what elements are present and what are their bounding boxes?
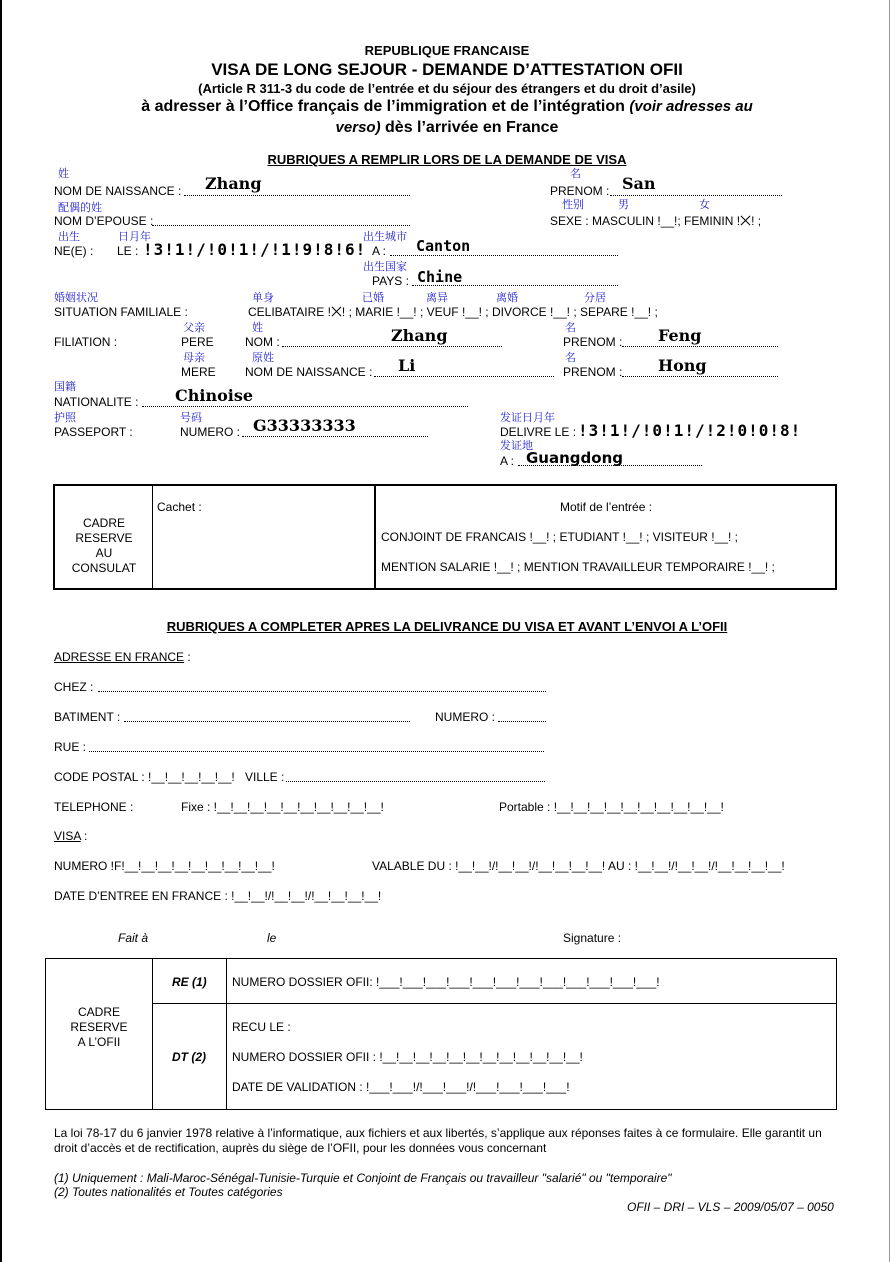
- birth-city-line[interactable]: [390, 255, 618, 256]
- zh-label: 母亲: [183, 351, 205, 364]
- ville-line[interactable]: [286, 781, 545, 782]
- visa-validity-field[interactable]: VALABLE DU : !__!__!/!__!__!/!__!__!__!__! AU : !__!__!/!__!__!/!__!__!__!__!: [372, 859, 785, 873]
- situation-other-options[interactable]: ; MARIE !__! ; VEUF !__! ; DIVORCE !__! ; SEPARE !__! ;: [348, 305, 658, 319]
- header-title: VISA DE LONG SEJOUR - DEMANDE D’ATTESTATION OFII: [211, 60, 683, 79]
- nationalite-line[interactable]: [142, 406, 468, 407]
- header-address-line: [2, 99, 890, 115]
- visa-title: VISA: [54, 829, 81, 843]
- consulat-label: [55, 516, 153, 576]
- passeport-number-value[interactable]: G33333333: [253, 416, 356, 435]
- consulat-label-line: CADRE: [82, 516, 125, 530]
- rue-line[interactable]: [89, 751, 544, 752]
- consulat-label-line: AU: [95, 546, 113, 560]
- ville-label: VILLE :: [245, 770, 285, 784]
- zh-label: 国籍: [54, 380, 76, 393]
- nom-naissance-label: NOM DE NAISSANCE :: [54, 184, 182, 198]
- masculin-checkbox[interactable]: !__!: [657, 214, 678, 228]
- birth-date-value[interactable]: !3!1!/!0!1!/!1!9!8!6!: [143, 240, 367, 259]
- pere-prenom-line[interactable]: [622, 346, 778, 347]
- header-address-text: à adresser à l’Office français de l’immigration et de l’intégration: [141, 98, 630, 115]
- passeport-numero-line[interactable]: [242, 436, 428, 437]
- motif-label: Motif de l’entrée :: [560, 500, 653, 514]
- zh-label: 出生: [58, 230, 80, 243]
- delivre-label: DELIVRE LE :: [500, 425, 577, 439]
- telephone-fixe-field[interactable]: Fixe : !__!__!__!__!__!__!__!__!__!__!: [181, 800, 384, 814]
- zh-label: 出生城市: [363, 230, 407, 243]
- mere-prenom-line[interactable]: [622, 376, 778, 377]
- filiation-label: FILIATION :: [54, 335, 118, 349]
- adresse-label: [54, 651, 191, 663]
- sexe-row: SEXE : MASCULIN !__!; FEMININ ! ! ;: [550, 214, 762, 228]
- zh-label: 出生国家: [363, 260, 407, 273]
- ne-label: NE(E) :: [54, 244, 94, 258]
- zh-label: 发证地: [500, 439, 533, 452]
- prenom-line[interactable]: [610, 195, 782, 196]
- zh-label: 号码: [180, 411, 202, 424]
- zh-label: 单身: [252, 291, 274, 304]
- visa-label: [54, 830, 87, 842]
- recu-le-label[interactable]: RECU LE :: [232, 1020, 291, 1034]
- delivre-place-label: A :: [500, 454, 515, 468]
- code-postal-field[interactable]: CODE POSTAL : !__!__!__!__!__!: [54, 770, 235, 784]
- batiment-line[interactable]: [124, 721, 410, 722]
- ofii-label-line: A L’OFII: [77, 1035, 121, 1049]
- nom-epouse-label: NOM D’EPOUSE :: [54, 214, 154, 228]
- fait-a-label: Fait à: [118, 931, 149, 945]
- delivre-date-value[interactable]: !3!1!/!0!1!/!2!0!0!8!: [578, 421, 802, 440]
- birth-city-value[interactable]: Canton: [416, 237, 471, 255]
- feminin-checkbox-checked[interactable]: [740, 215, 751, 226]
- zh-label: 名: [565, 351, 576, 364]
- zh-label: 女: [699, 198, 710, 211]
- birth-country-label: PAYS :: [372, 274, 409, 288]
- mere-nom-label: NOM DE NAISSANCE :: [245, 365, 373, 379]
- passeport-label: PASSEPORT :: [54, 425, 133, 439]
- mere-nom-line[interactable]: [374, 376, 554, 377]
- telephone-label: TELEPHONE :: [54, 800, 134, 814]
- zh-label: 发证日月年: [500, 411, 555, 424]
- form-reference: OFII – DRI – VLS – 2009/05/07 – 0050: [627, 1200, 834, 1214]
- nom-naissance-line[interactable]: [184, 195, 410, 196]
- dt-dossier-field[interactable]: NUMERO DOSSIER OFII : !__!__!__!__!__!__!__!__!__!__!__!__!: [232, 1050, 583, 1064]
- re-dossier-field[interactable]: NUMERO DOSSIER OFII: !___!___!___!___!___!___!___!___!___!___!___!___!: [232, 975, 660, 989]
- header-article: (Article R 311-3 du code de l’entrée et du séjour des étrangers et du droit d’asile): [198, 81, 696, 96]
- pere-nom-line[interactable]: [282, 346, 502, 347]
- adresse-title: ADRESSE EN FRANCE: [54, 650, 185, 664]
- zh-label: 已婚: [362, 291, 384, 304]
- signature-label: Signature :: [563, 931, 622, 945]
- pere-label: PERE: [181, 335, 214, 349]
- re-label: RE (1): [172, 975, 207, 989]
- le-label: le: [267, 931, 277, 945]
- ofii-row-divider: [153, 1003, 836, 1004]
- celibataire-checkbox-checked[interactable]: [331, 306, 342, 317]
- zh-label: 离异: [426, 291, 448, 304]
- zh-label: 婚姻状况: [54, 291, 98, 304]
- pere-nom-value[interactable]: Zhang: [391, 326, 448, 345]
- section2-title: RUBRIQUES A COMPLETER APRES LA DELIVRANCE DU VISA ET AVANT L’ENVOI A L’OFII: [166, 619, 728, 634]
- zh-label: 配偶的姓: [58, 201, 102, 214]
- ofii-label-line: RESERVE: [70, 1020, 128, 1034]
- numero-line[interactable]: [498, 721, 546, 722]
- pere-prenom-label: PRENOM :: [563, 335, 623, 349]
- zh-label: 名: [570, 167, 581, 180]
- ofii-label: [46, 1005, 152, 1050]
- motif-row-1[interactable]: CONJOINT DE FRANCAIS !__! ; ETUDIANT !__! ; VISITEUR !__! ;: [381, 530, 738, 544]
- zh-label: 性别: [562, 198, 584, 211]
- mere-nom-value[interactable]: Li: [398, 356, 416, 375]
- zh-label: 男: [618, 198, 629, 211]
- nom-naissance-value[interactable]: Zhang: [205, 174, 262, 193]
- sexe-end: ;: [757, 214, 762, 228]
- prenom-label: PRENOM :: [550, 184, 610, 198]
- zh-label: 姓: [58, 167, 69, 180]
- batiment-label: BATIMENT :: [54, 710, 121, 724]
- birth-city-label: A :: [372, 244, 387, 258]
- rue-label: RUE :: [54, 740, 87, 754]
- date-entree-field[interactable]: DATE D’ENTREE EN FRANCE : !__!__!/!__!__!/!__!__!__!__!: [54, 889, 382, 903]
- feminin-label: ; FEMININ: [677, 214, 734, 228]
- law-text-2: droit d’accès et de rectification, auprès du siège de l’OFII, pour les données vous concernant: [54, 1141, 547, 1155]
- numero-label: NUMERO :: [435, 710, 495, 724]
- consulat-label-line: CONSULAT: [71, 561, 137, 575]
- nationalite-value[interactable]: Chinoise: [175, 386, 254, 405]
- birth-country-value[interactable]: Chine: [417, 268, 463, 286]
- header-arrival-text: dès l’arrivée en France: [380, 119, 559, 136]
- nom-epouse-line[interactable]: [152, 225, 410, 226]
- section1-title: RUBRIQUES A REMPLIR LORS DE LA DEMANDE DE VISA: [267, 152, 627, 167]
- mere-label: MERE: [181, 365, 216, 379]
- pere-nom-label: NOM :: [245, 335, 280, 349]
- celibataire-label: CELIBATAIRE: [248, 305, 325, 319]
- mere-prenom-value[interactable]: Hong: [658, 356, 707, 375]
- header-republic: REPUBLIQUE FRANCAISE: [364, 43, 530, 58]
- header-arrival-line: [2, 120, 890, 136]
- zh-label: 日月年: [118, 230, 151, 243]
- footnote-2: (2) Toutes nationalités et Toutes catégories: [54, 1185, 283, 1199]
- zh-label: 原姓: [252, 351, 274, 364]
- delivre-place-value[interactable]: Guangdong: [526, 449, 623, 467]
- passeport-numero-label: NUMERO :: [180, 425, 240, 439]
- footnote-1: (1) Uniquement : Mali-Maroc-Sénégal-Tunisie-Turquie et Conjoint de Français ou travailleur "salarié" ou "temporaire": [54, 1171, 672, 1185]
- visa-numero-field[interactable]: NUMERO !F!__!__!__!__!__!__!__!__!__!: [54, 859, 275, 873]
- zh-label: 护照: [54, 411, 76, 424]
- adresse-colon: :: [184, 650, 191, 664]
- telephone-portable-field[interactable]: Portable : !__!__!__!__!__!__!__!__!__!__!: [499, 800, 724, 814]
- ofii-label-line: CADRE: [77, 1005, 120, 1019]
- visa-colon: :: [80, 829, 88, 843]
- prenom-value[interactable]: San: [622, 174, 656, 193]
- motif-row-2[interactable]: MENTION SALARIE !__! ; MENTION TRAVAILLEUR TEMPORAIRE !__! ;: [381, 560, 775, 574]
- zh-label: 父亲: [183, 321, 205, 334]
- dt-label: DT (2): [172, 1050, 206, 1064]
- situation-label: SITUATION FAMILIALE :: [54, 305, 188, 319]
- situation-options: CELIBATAIRE ! ! ; MARIE !__! ; VEUF !__! ; DIVORCE !__! ; SEPARE !__! ;: [248, 305, 658, 319]
- cachet-label: Cachet :: [157, 500, 202, 514]
- ne-le-label: LE :: [117, 244, 139, 258]
- zh-label: 分居: [584, 291, 606, 304]
- chez-label: CHEZ :: [54, 680, 94, 694]
- consulat-label-line: RESERVE: [75, 531, 133, 545]
- header-verso: verso): [335, 119, 381, 136]
- pere-prenom-value[interactable]: Feng: [658, 326, 702, 345]
- zh-label: 离婚: [496, 291, 518, 304]
- mere-prenom-label: PRENOM :: [563, 365, 623, 379]
- zh-label: 名: [565, 321, 576, 334]
- law-text-1: La loi 78-17 du 6 janvier 1978 relative à l’informatique, aux fichiers et aux libertés, s’applique aux réponses faites à ce formulaire. Elle garantit un: [54, 1126, 822, 1140]
- chez-line[interactable]: [98, 691, 546, 692]
- zh-label: 姓: [252, 321, 263, 334]
- sexe-label: SEXE : MASCULIN: [550, 214, 655, 228]
- validation-date-field[interactable]: DATE DE VALIDATION : !___!___!/!___!___!/!___!___!___!___!: [232, 1080, 570, 1094]
- header-address-italic: (voir adresses au: [629, 98, 753, 115]
- nationalite-label: NATIONALITE :: [54, 395, 139, 409]
